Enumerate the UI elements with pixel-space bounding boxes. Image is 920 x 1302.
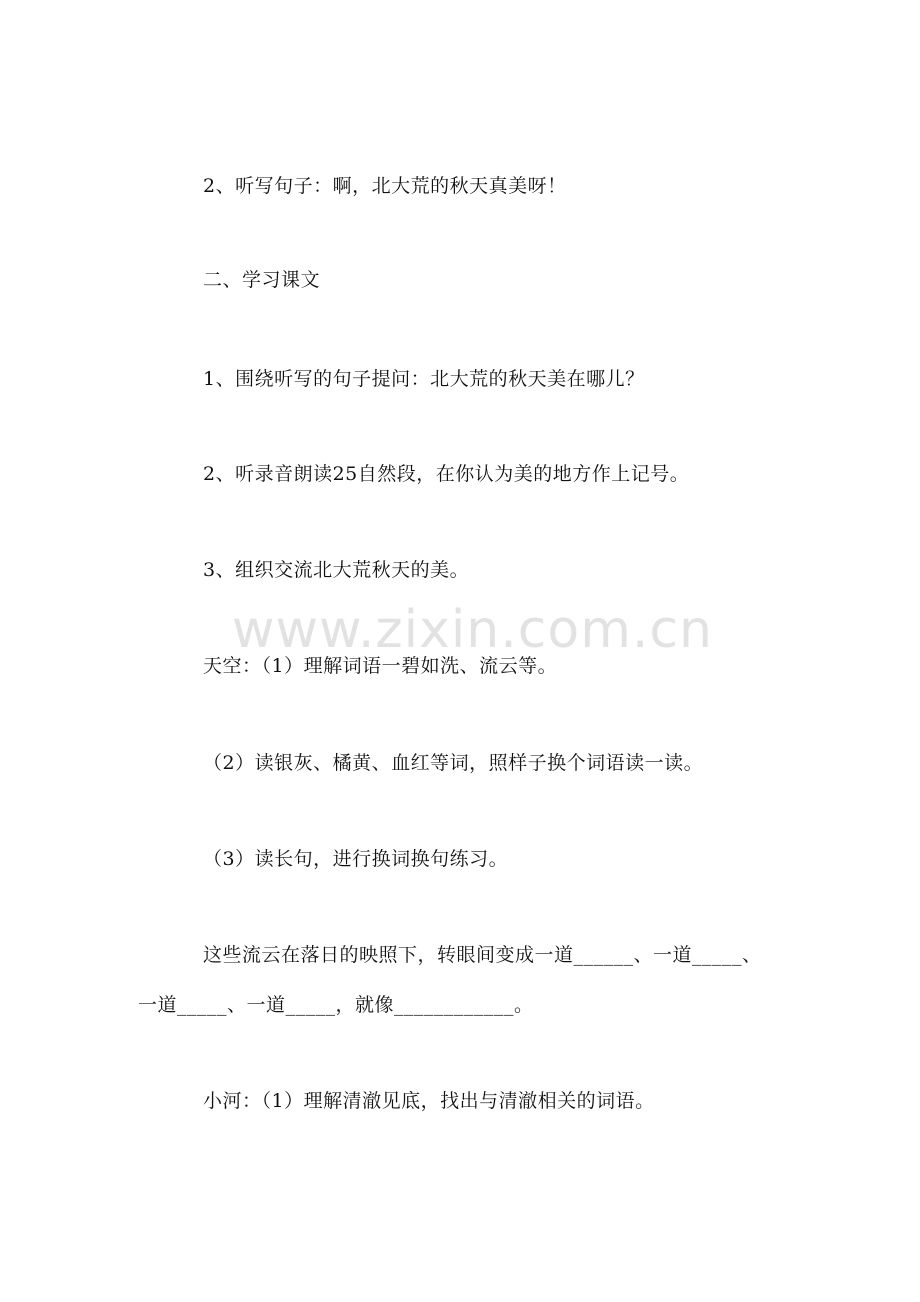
dictation-sentence-line: 2、听写句子：啊，北大荒的秋天真美呀！	[203, 175, 567, 197]
step-3-line: 3、组织交流北大荒秋天的美。	[203, 559, 470, 581]
step-2-line: 2、听录音朗读25自然段，在你认为美的地方作上记号。	[203, 463, 690, 485]
sky-item-1-line: 天空：（1）理解词语一碧如洗、流云等。	[203, 655, 558, 677]
step-1-line: 1、围绕听写的句子提问：北大荒的秋天美在哪儿？	[203, 368, 645, 390]
sky-item-3-line: （3）读长句，进行换词换句练习。	[203, 848, 509, 870]
fill-blank-line-1: 这些流云在落日的映照下，转眼间变成一道______、一道_____、	[203, 944, 762, 966]
river-item-1-line: 小河：（1）理解清澈见底，找出与清澈相关的词语。	[203, 1090, 655, 1112]
watermark: www.zixin.com.cn	[232, 600, 713, 660]
section-heading-study-text: 二、学习课文	[203, 269, 321, 291]
fill-blank-line-2: 一道_____、一道_____，就像____________。	[138, 994, 534, 1016]
sky-item-2-line: （2）读银灰、橘黄、血红等词，照样子换个词语读一读。	[203, 752, 704, 774]
